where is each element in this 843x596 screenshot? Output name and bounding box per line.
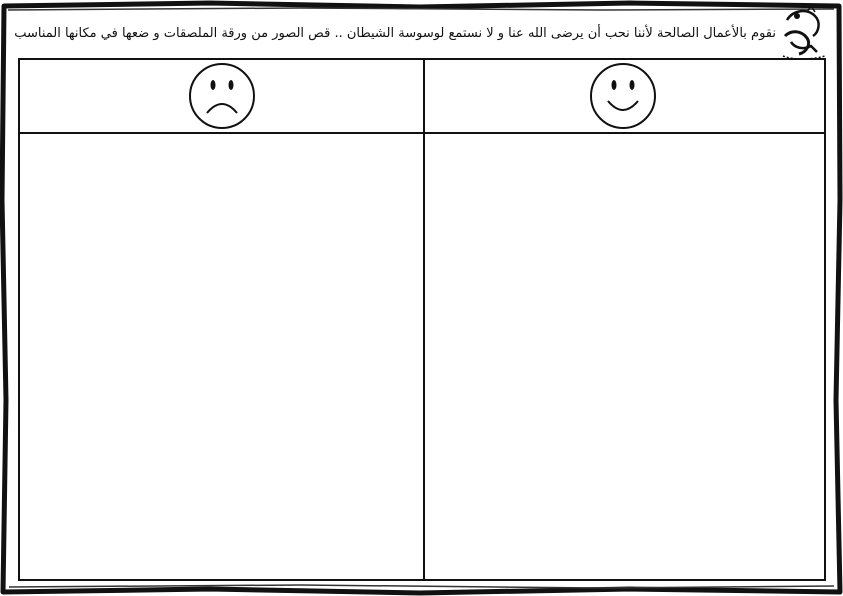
instruction-text: نقوم بالأعمال الصالحة لأننا نحب أن يرضى الله عنا و لا نستمع لوسوسة الشيطان .. قص الصور من ورقة الملصقات و ضعها في مكانها المناسب	[14, 26, 776, 41]
happy-column	[421, 60, 824, 579]
logo-icon	[777, 6, 829, 62]
sad-face-icon	[187, 61, 257, 131]
sad-column	[20, 60, 425, 579]
sorting-table	[18, 58, 826, 581]
happy-header-cell	[421, 60, 824, 134]
happy-face-icon	[588, 61, 658, 131]
sad-header-cell	[20, 60, 423, 134]
happy-drop-area[interactable]	[421, 134, 824, 579]
sad-drop-area[interactable]	[20, 134, 423, 579]
